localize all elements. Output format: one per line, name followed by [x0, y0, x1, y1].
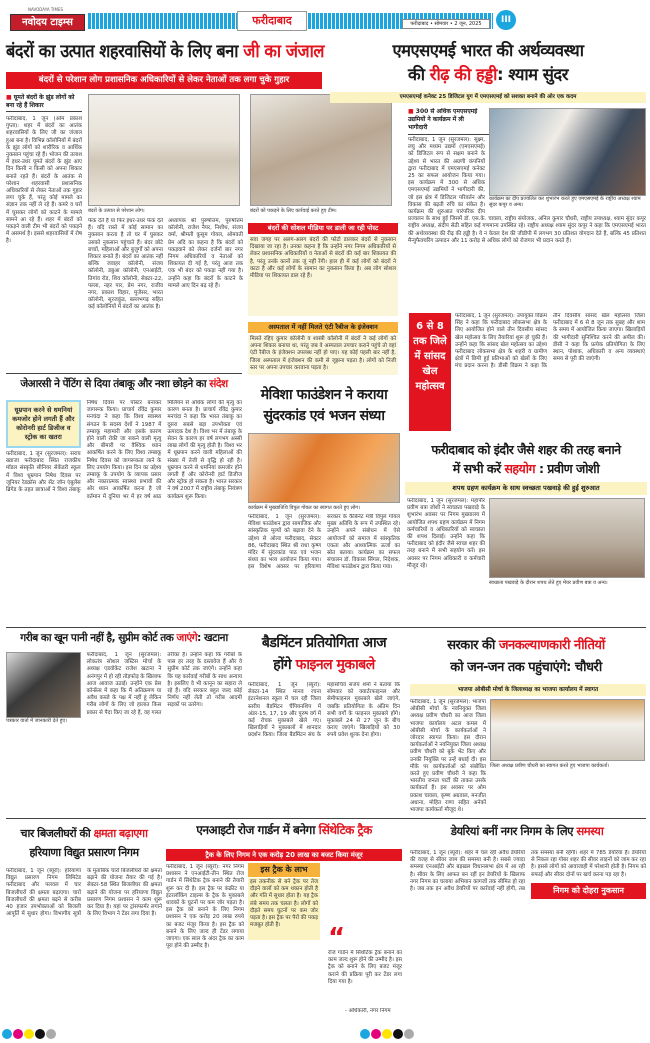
hospital-body: मिलते रहिए कुमार कॉलोनी व शास्त्री कॉलोनी में बंदरों ने कई लोगों को अपना शिकार बनाया था, परंतु जब वे अस्पताल उपचार कराने पहुंचे तो वहां एंटी रैबीज के इंजेक्शन उपलब्ध नहीं हो पाए। यह कोई पहली बार नहीं है, जिला अस्पताल में इंजेक्शन की कमी से जूझना पड़ता है। लोगों को निजी स्तर पर अपना उपचार करवाना पड़ता है। [248, 335, 398, 375]
bijli-headline: चार बिजलीघरों की क्षमता बढ़ाएगा हरियाणा विद्युत प्रसारण निगम [20, 827, 148, 859]
date-line: फरीदाबाद • सोमवार • 2 जून, 2025 [402, 19, 490, 29]
msme-event-photo [489, 108, 646, 196]
jrc-headline: जेआरसी ने पेंटिंग से दिया तंबाकू और नशा छोड़ने का संदेश [20, 378, 228, 390]
page-number: III [496, 10, 516, 30]
monkey-cage-photo [250, 94, 392, 206]
msme-strip: एमएसएमई कनेक्ट 25 डिजिटल युग में एमएसएमई को सशक्त बनाने की ओर एक कदम [330, 92, 646, 103]
msme-photo-block [489, 108, 646, 208]
monkeys-photo-caption: बंदरों के उत्पात से परेशान लोग। [88, 208, 145, 214]
sarkar-strip: भाजपा ओबीसी मोर्चा के जिलाध्यक्ष का भाजपा कार्यालय में स्वागत [410, 684, 646, 696]
nit-benefits-head: इस ट्रैक के लाभ [248, 863, 320, 877]
dairy-headline: डेयरियां बनीं नगर निगम के लिए समस्या [450, 824, 604, 838]
khel-mahotsav-box: 6 से 8 तक जिले में सांसद खेल महोत्सव [409, 313, 451, 431]
indore-headline: फरीदाबाद को इंदौर जैसे शहर की तरह बनाने में सभी करें सहयोग : प्रवीण जोशी [431, 442, 621, 476]
newspaper-logo: नवोदय टाइम्स [10, 14, 85, 31]
mevisha-photo-caption: कार्यक्रम में मुख्यातिथि विपुल गोयल का स्वागत करते हुए लोग। [248, 505, 360, 511]
nit-benefits-body: इस तकनीक से बने ट्रैक पर तेज दौड़ने वालों को कम थकान होती है और गति में सुधार होता है। यह ट्रैक लंबे समय तक चलता है। लोगों को दौड़ते समय घुटनों पर कम जोर पड़ता है। इस ट्रैक पर पैरों की पकड़ मजबूत होती है। [248, 878, 320, 940]
nit-body: फरीदाबाद, 1 जून (ब्यूरो): नगर निगम प्रशासन ने एनआईटी-तीन स्थित रोज गार्डन में सिंथेटिक ट्रैक बनाने की तैयारी शुरू कर दी है। इस ट्रैक पर कंक्रीट या इंटरलॉकिंग टाइल्स के ट्रैक के मुकाबले धावकों के घुटनों पर कम जोर पड़ता है। इस ट्रैक को बनाने के लिए निगम प्रशासन ने एक करोड़ 20 लाख रुपये का बजट मंजूर किया है। इस ट्रैक को बनाने के लिए जल्द ही टेंडर लगाया जाएगा। एक साल के अंदर ट्रैक का काम पूरा होने की उम्मीद है। [166, 864, 244, 950]
bijli-body: फरीदाबाद, 1 जून (ब्यूरो): हरियाणा विद्युत प्रसारण निगम लिमिटेड फरीदाबाद और पलवल में चार बिजलीघरों की क्षमता बढ़ाएगा। चारों बिजलीघरों की क्षमता बढ़ने से करीब 40 हजार उपभोक्ताओं को बिजली आपूर्ति में सुधार होगा। विभागीय सूत्रों के मुताबिक चारों बिजलीघरों की क्षमता बढ़ाने की योजना तैयार की गई है। सेक्टर-58 स्थित बिजलीघर की क्षमता बढ़ाने की योजना पर हरियाणा विद्युत प्रसारण निगम प्रशासन ने काम शुरू कर दिया है। यहां पर ट्रांसफार्मर लगाने के लिए विभाग ने टेंडर लगा दिया है। [6, 868, 162, 918]
dairy-body: फरीदाबाद, 1 जून (ब्यूरो): शहर में चल रहीं अवैध डेयरियों की वजह से सीवर जाम की समस्या बनी है। सबसे ज्यादा समस्या एनआईटी और बड़खल विधानसभा क्षेत्र में आ रही है। सीवर के लिए आफत बन रहीं इन डेयरियों के खिलाफ नगर निगम का चलाया अभियान कागजों तक सीमित हो रहा है। जब तक इन अवैध डेयरियों पर कार्रवाई नहीं होगी, तब तक समस्या बनी रहेगी। शहर में 785 डेयरियां हैं। डेयरियों से निकल रहा गोबर शहर की सीवर लाइनों को जाम कर रहा है। इससे लोगों को आवाजाही में परेशानी होती है। निगम को सफाई और सीवर दोनों पर खर्च करना पड़ रहा है। [410, 850, 646, 893]
divider [6, 818, 646, 819]
lead-subheadline: बंदरों से परेशान लोग प्रशासनिक अधिकारियों से लेकर नेताओं तक लगा चुके गुहार [6, 72, 322, 89]
garib-article [6, 652, 242, 814]
nit-quote: रोज गार्डन में सिंथेटिक ट्रैक बनाने का काम जल्द शुरू होने की उम्मीद है। इस ट्रैक को बनाने के लिए बजट मंजूर कराने की प्रक्रिया पूरी कर टेंडर लगा दिया गया है। [328, 950, 402, 985]
logo-small-text: NAVODAYA TIMES [28, 7, 64, 12]
msme-photo-caption: कार्यक्रम का दीप प्रज्वलित कर शुभारंभ करते हुए एमएसएमई के राष्ट्रीय अध्यक्ष श्याम सुंदर कपूर व अन्य। [489, 196, 641, 208]
indore-body-col1: फरीदाबाद, 1 जून (सुरजमल): महापौर प्रवीण बत्रा जोशी ने स्वच्छता पखवाड़े के शुभारंभ अवसर पर निगम मुख्यालय में आयोजित शपथ ग्रहण कार्यक्रम में निगम कर्मचारियों व अधिकारियों को स्वच्छता की शपथ दिलाई। उन्होंने कहा कि फरीदाबाद को इंदौर जैसे स्वच्छ शहर की तरह बनाने में सभी सहयोग करें। इस अवसर पर निगम अधिकारी व कर्मचारी मौजूद रहे। [407, 498, 485, 569]
social-media-subhead: बंदरों की सोशल मीडिया पर डाली जा रही पोस्ट [248, 223, 398, 234]
garib-body: फरीदाबाद, 1 जून (सुरजमल): लोकतंत्र सोशल जस्टिस मोर्चा के अध्यक्ष एडवोकेट राजेश खटाना ने अनंगपुर में हो रही तोड़फोड़ के खिलाफ आज आवाज उठाई। उन्होंने एक प्रेस कॉन्फ्रेंस में कहा कि मैं अतिक्रमण या अवैध कब्जे के पक्ष में नहीं हूं लेकिन गरीब लोगों के लिए जो हालात किस प्रकार से पैदा किए जा रहे हैं, वह गलत तरीका है। उन्होंने कहा कि गरीबों के पास हर तरह के दस्तावेज हैं और वे सुप्रीम कोर्ट तक जाएंगे। उन्होंने कहा कि यह कार्रवाई गरीबों के साथ अन्याय है। इसलिए वे भी कानून का सहारा ले रहे हैं। यदि सरकार बहुत जल्द कोई निर्णय नहीं लेती तो गरीब आदमी सड़कों पर उतरेगा। [86, 652, 242, 716]
city-label: फरीदाबाद [237, 11, 307, 31]
badminton-body: फरीदाबाद, 1 जून (ब्यूरो): सेक्टर-14 स्थित मानव रचना इंटरनेशनल स्कूल में चल रही जिला स्तरीय बैडमिंटन चैंपियनशिप में अंडर-15, 17, 19 और पुरुष वर्ग में कई रोचक मुकाबले खेले गए। खिलाड़ियों ने मुकाबलों में शानदार प्रदर्शन किया। जिला बैडमिंटन संघ के महासचिव संजय शर्मा ने बताया कि सोमवार को क्वार्टरफाइनल और सेमीफाइनल मुकाबले खेले जाएंगे, जबकि प्रतियोगिता के अंतिम दिन सभी वर्गों के फाइनल मुकाबले होंगे। मुकाबले 24 से 27 जून के बीच कराए जाएंगे। खिलाड़ियों को 30 रुपये प्रवेश शुल्क देना होगा। [248, 682, 400, 739]
social-media-body: सवा जगह पर अलग-अलग बंदरों की फोटो डालकर बंदरों से नुकसान दिखाया जा रहा है। उनका कहना है कि उन्होंने नगर निगम अधिकारियों से लेकर प्रशासनिक अधिकारियों व नेताओं से बंदरों की कई बार शिकायत की है, परंतु उनके कानों तक जूं नहीं रेंगी। हाल ही में कई लोगों को बंदरों ने काटा है और कई लोगों के सामान का नुकसान किया है। अब लोग सोशल मीडिया पर शिकायत डाल रहे हैं। [248, 236, 398, 316]
sarkar-body: फरीदाबाद, 1 जून (सुरजमल): भाजपा ओबीसी मोर्चा के नवनियुक्त जिला अध्यक्ष प्रवीण चौधरी का आज जिला भाजपा कार्यालय अटल कमल में ओबीसी मोर्चा के कार्यकर्ताओं ने जोरदार स्वागत किया। इस दौरान कार्यकर्ताओं ने नवनियुक्त जिला अध्यक्ष प्रवीण चौधरी को बुके भेंट किए और उनकी नियुक्ति पर उन्हें बधाई दी। इस मौके पर कार्यकर्ताओं को संबोधित करते हुए प्रवीण चौधरी ने कहा कि भारतीय जनता पार्टी की ताकत उसके कार्यकर्ता हैं। इस अवसर पर ओम प्रकाश चावला, कृष्ण अग्रवाल, मनजीत अधाना, मोहित राणा सहित अनेकों भाजपा कार्यकर्ता मौजूद थे। [410, 699, 486, 814]
lead-body-col1: फरीदाबाद, 1 जून (ओम प्रकाश गुप्ता): शहर में बंदरों का आतंक शहरवासियों के लिए जी का जंजाल हुआ बना है। विभिन्न कॉलोनियों में बंदरों के झुंड लोगों को शारीरिक व आर्थिक नुकसान पहुंचा रहे हैं। भोजन की तलाश में इधर-उधर घूमते बंदरों के झुंड आए दिन किसी न किसी को अपना शिकार बनाते रहते हैं। बंदरों के आतंक से परेशान शहरवासी प्रशासनिक अधिकारियों से लेकर नेताओं तक गुहार लगा चुके हैं, परंतु कोई मामले का संज्ञान तक नहीं ले रहे हैं। कमरे व घरों में घुसकर लोगों को काटने के मामले सामने आ रहे हैं। शहर में बंदरों को पकड़ने वाली टीम भी बंदरों को पकड़ने में असमर्थ है। इससे शहरवासियों में रोष है। [6, 116, 82, 245]
color-registration-marks [2, 1024, 57, 1043]
lead-body-col2: फेंक देते हैं या फिर इधर-उधर फेंक देते हैं। यदि रास्ते में कोई सामान का नुकसान करता है तो घर में घुसकर उसको नुकसान पहुंचाते हैं। बंदर छोटे बच्चों, महिलाओं और बुजुर्गों को अपना शिकार बनाते हैं। बंदरों का आतंक नहीं बल्कि जवाहर कॉलोनी, संजय कॉलोनी, डबुआ कॉलोनी, एनआईटी, तिगांव रोड, शिव कॉलोनी, सेक्टर-22, पल्ला, नहर पार, प्रेम नगर, राजीव नगर, प्रकाश विहार, मुजेसर, भारत कॉलोनी, सूरजकुंड, बल्लभगढ़ सहित कई कॉलोनियों में बंदरों का आतंक है। [88, 218, 163, 311]
msme-subhead: ■ 300 से अधिक एमएसएमई उद्यमियों ने कार्यक्रम में ली भागीदारी [408, 108, 646, 135]
press-photo-caption: पत्रकार वार्ता में जानकारी देते हुए। [6, 718, 68, 724]
bjp-photo-caption: जिला अध्यक्ष प्रवीण चौधरी का स्वागत करते हुए भाजपा कार्यकर्ता। [490, 763, 610, 769]
indore-event-photo [489, 498, 645, 578]
sarkar-headline: सरकार की जनकल्याणकारी नीतियों को जन-जन तक पहुंचाएंगे: चौधरी [447, 638, 605, 675]
monkeys-photo [88, 94, 240, 206]
hospital-subhead: अस्पताल में नहीं मिलते एंटी रैबीज के इंजेक्शन [248, 322, 398, 333]
nit-subhead: ट्रैक के लिए निगम ने एक करोड़ 20 लाख का बजट किया मंजूर [166, 849, 402, 861]
bjp-welcome-photo [490, 699, 645, 761]
indore-photo-caption: स्वच्छता पखवाड़े के दौरान शपथ लेते हुए मेयर प्रवीण बत्रा व अन्य। [489, 580, 608, 586]
msme-headline: एमएसएमई भारत की अर्थव्यवस्था की रीढ़ की हड्डी: श्याम सुंदर [392, 41, 584, 84]
nit-headline: एनआइटी रोज गार्डन में बनेगा सिंथेटिक ट्रैक [196, 823, 372, 837]
msme-body: फरीदाबाद, 1 जून (सुरजमल): सूक्ष्म, लघु और मध्यम उद्यमों (एमएसएमई) को डिजिटल रूप से सक्षम बनाने के उद्देश्य से भारत की अग्रणी कंपनियों द्वारा फरीदाबाद में एमएसएमई कनेक्ट 25 का सफल आयोजन किया गया। इस कार्यक्रम में 300 से अधिक एमएसएमई उद्यमियों ने भागीदारी की, जो इस क्षेत्र में डिजिटल परिवर्तन और विकास की बढ़ती रुचि का संकेत है। कार्यक्रम की शुरुआत पारंपरिक दीप प्रज्वलन के साथ हुई जिसमें डॉ. एस.के. चावला, राष्ट्रीय संयोजक, अनिल कुमार चौधरी, राष्ट्रीय उपाध्यक्ष, श्याम सुंदर कपूर राष्ट्रीय अध्यक्ष, संदीप सेठी सहित कई गणमान्य उपस्थित रहे। राष्ट्रीय अध्यक्ष श्याम सुंदर कपूर ने कहा कि एमएसएमई भारत की अर्थव्यवस्था की रीढ़ की हड्डी है। ये न केवल देश की जीडीपी में लगभग 30 प्रतिशत योगदान देते हैं, बल्कि 45 प्रतिशत मैन्युफैक्चरिंग उत्पादन और 11 करोड़ से अधिक लोगों को रोजगार भी प्रदान करते हैं। [408, 137, 646, 244]
divider [6, 373, 242, 374]
dairy-article [410, 850, 646, 1020]
divider [6, 627, 646, 628]
indore-strip: शपथ ग्रहण कार्यक्रम के साथ स्वच्छता पखवाड़े की हुई शुरुआत [405, 482, 647, 495]
khel-body: फरीदाबाद, 1 जून (सुरजमल): उपायुक्त विक्रम सिंह ने कहा कि फरीदाबाद लोकसभा क्षेत्र के लिए आयोजित होने वाले तीन दिवसीय सांसद खेल महोत्सव के लिए तैयारियां शुरू हो चुकी हैं। उन्होंने कहा कि सांसद खेल महोत्सव का उद्देश्य फरीदाबाद लोकसभा क्षेत्र के शहरी व ग्रामीण क्षेत्रों में छिपी हुई प्रतिभाओं को खेलों के लिए मंच प्रदान करना है। डीसी विक्रम ने कहा कि तीन दिवसीय सांसद खेल महोत्सव जिला फरीदाबाद में 6 से 8 जून तक सुबह और शाम के समय में आयोजित किया जाएगा। खिलाड़ियों की भागीदारी सुनिश्चित करने की अपील की। डीसी ने कहा कि प्रत्येक प्रतियोगिता के लिए स्थान, पोशाक, अधिकारी व अन्य व्यवस्थाएं समय से पूरी की जाएंगी। [455, 313, 645, 370]
badminton-headline: बैडमिंटन प्रतियोगिता आज होंगे फाइनल मुकाबले [261, 635, 387, 673]
jrc-body: फरीदाबाद, 1 जून (सुरजमल): सराय ख्वाजा फरीदाबाद स्थित राजकीय मॉडल संस्कृति सीनियर सेकेंडरी स्कूल में विश्व धूम्रपान निषेध दिवस पर जूनियर रेडक्रॉस और सेंट जॉन एंबुलेंस ब्रिगेड के तहत छात्राओं ने विश्व तंबाकू निषेध दिवस पर पोस्टर बनाकर जागरूक किया। प्राचार्य रविंद्र कुमार मनचंदा ने कहा कि विश्व स्वास्थ्य संगठन के सदस्य देशों ने 1987 में तम्बाकू महामारी और इसके कारण होने वाली रोकी जा सकने वाली मृत्यु और बीमारी पर वैश्विक ध्यान आकर्षित करने के लिए विश्व तम्बाकू निषेध दिवस को जागरूकता लाने के लिए उपयोग किया। इस दिन का उद्देश्य तम्बाकू के उपयोग के व्यापक प्रसार और नकारात्मक स्वास्थ्य प्रभावों की ओर ध्यान आकर्षित करना है जो वर्तमान में दुनिया भर में हर वर्ष आठ मिलियन से अधिक लोगों की मृत्यु का कारण बनता है। प्राचार्य रविंद्र कुमार मनचंदा ने कहा कि भारत तंबाकू का दूसरा सबसे बड़ा उपभोक्ता एवं उत्पादक देश है। विश्व भर में तंबाकू के सेवन के कारण हर वर्ष लगभग अस्सी लाख लोगों की मृत्यु होती है। विश्व भर में धूम्रपान करने वाली महिलाओं की संख्या में तेजी से वृद्धि हो रही है। धूम्रपान करने से धमनियां कमजोर होने लगती हैं और कोरोनरी हार्ट डिजीज और स्ट्रोक हो सकता है। भारत सरकार ने वर्ष 2007 में राष्ट्रीय तंबाकू नियंत्रण कार्यक्रम शुरू किया। [6, 400, 242, 500]
quote-icon: “ [328, 923, 346, 953]
dairy-loss-box: निगम को दोहरा नुकसान [531, 883, 646, 899]
nit-quote-by: - अधिकारी, नगर निगम [345, 1008, 391, 1014]
press-conference-photo [6, 652, 81, 718]
monkey-cage-photo-caption: बंदरों को पकड़ने के लिए कार्रवाई करते हुए टीम। [250, 208, 337, 214]
jrc-callout-box: धूम्रपान करने से धमनियां कमजोर होने लगती हैं और कोरोनरी हार्ट डिजीज व स्ट्रोक का खतरा [6, 400, 81, 448]
color-registration-marks [360, 1024, 415, 1043]
lead-body-col3: अध्यापक श्री पुरुषोत्तम, पुरुषोत्तम कॉलोनी, राजेश नैयर, निशीथ, संजय वर्मा, श्रीमती कुसुम गोयल, ओमवती प्रेम अदि का कहना है कि बंदरों को पकड़वाने को लेकर दर्जनों बार नगर निगम अधिकारियों व नेताओं को शिकायत दी गई है, परंतु आज तक एक भी बंदर को पकड़ा नहीं गया है। उन्होंने कहा कि बंदरों के काटने के मामले आए दिन बढ़ रहे हैं। [168, 218, 243, 289]
garib-headline: गरीब का खून पानी नहीं है, सुप्रीम कोर्ट तक जाएंगे: खटाना [20, 632, 228, 644]
lead-headline: बंदरों का उत्पात शहरवासियों के लिए बना जी का जंजाल [6, 41, 325, 62]
mevisha-event-photo [248, 433, 400, 503]
mevisha-body: फरीदाबाद, 1 जून (सुरजमल): मेविशा फाउंडेशन द्वारा सामाजिक और सांस्कृतिक मूल्यों को बढ़ावा देने के उद्देश्य से ओल्ड फरीदाबाद, सेक्टर 86, फरीदाबाद स्थित श्री राधा कृष्ण मंदिर में सुंदरकांड पाठ एवं भजन संध्या का भव्य आयोजन किया गया। इस विशेष अवसर पर हरियाणा सरकार के कैबिनेट मंत्री विपुल गोयल मुख्य अतिथि के रूप में उपस्थित रहे। उन्होंने अपने संबोधन में ऐसे आयोजनों को समाज में सांस्कृतिक एकता और आध्यात्मिक ऊर्जा का स्रोत बताया। कार्यक्रम का सफल संचालन डॉ. विकास सिंगल, निदेशक, मेविशा फाउंडेशन द्वारा किया गया। [248, 514, 400, 571]
press-photo-block [6, 652, 81, 724]
sidebar-subhead: ■ घूमते बंदरों के झुंड लोगों को बना रहे हैं शिकार [6, 94, 82, 112]
msme-article [408, 108, 646, 310]
jrc-article [6, 400, 242, 622]
mevisha-headline: मेविशा फाउंडेशन ने कराया सुंदरकांड एवं भजन संध्या [260, 387, 388, 424]
